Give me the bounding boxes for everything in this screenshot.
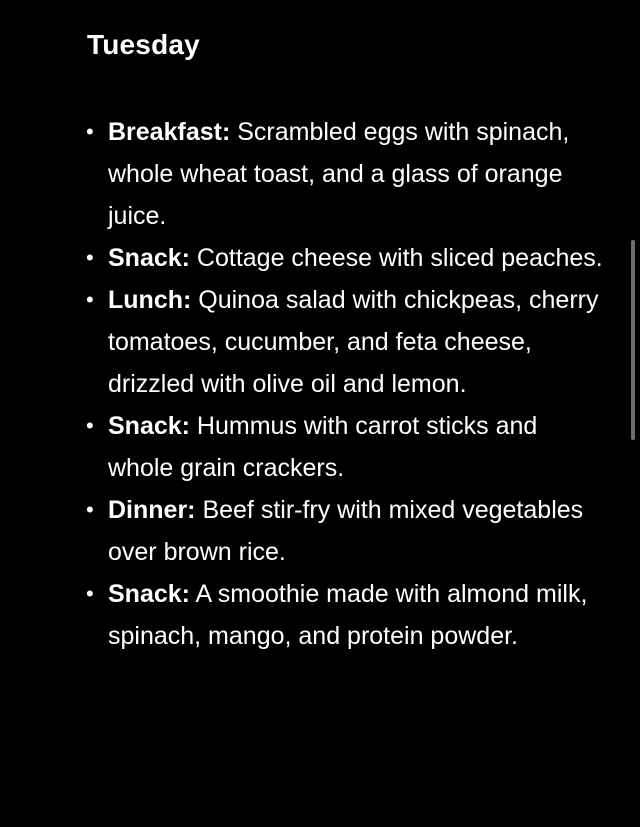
bullet-icon: •: [86, 245, 94, 270]
meal-description: Beef stir-fry with mixed vegetables over brown rice.: [108, 496, 584, 566]
bullet-icon: •: [86, 581, 94, 606]
meal-label: Snack:: [108, 580, 190, 608]
vertical-scrollbar[interactable]: [631, 240, 635, 440]
meal-description: Cottage cheese with sliced peaches.: [189, 244, 603, 272]
meal-item-breakfast: [86, 111, 606, 237]
day-heading: Tuesday: [87, 29, 200, 60]
meal-description: Quinoa salad with chickpeas, cherry tomatoes, cucumber, and feta cheese, drizzled with olive oil and lemon.: [108, 286, 599, 398]
meal-description: A smoothie made with almond milk, spinach, mango, and protein powder.: [108, 580, 588, 650]
meal-label: Snack:: [108, 412, 190, 440]
bullet-icon: •: [86, 413, 94, 438]
bullet-icon: •: [86, 119, 94, 144]
meal-list: [86, 111, 606, 657]
bullet-icon: •: [86, 287, 94, 312]
meal-label: Breakfast:: [108, 118, 231, 146]
meal-item-morning-snack: [86, 237, 606, 279]
meal-item-dinner: [86, 489, 606, 573]
meal-label: Lunch:: [108, 286, 192, 314]
meal-item-afternoon-snack: [86, 405, 606, 489]
meal-description: Scrambled eggs with spinach, whole wheat toast, and a glass of orange juice.: [108, 118, 570, 230]
meal-label: Dinner:: [108, 496, 196, 524]
meal-item-evening-snack: [86, 573, 606, 657]
meal-label: Snack:: [108, 244, 190, 272]
bullet-icon: •: [86, 497, 94, 522]
meal-item-lunch: [86, 279, 606, 405]
meal-description: Hummus with carrot sticks and whole grain crackers.: [108, 412, 538, 482]
